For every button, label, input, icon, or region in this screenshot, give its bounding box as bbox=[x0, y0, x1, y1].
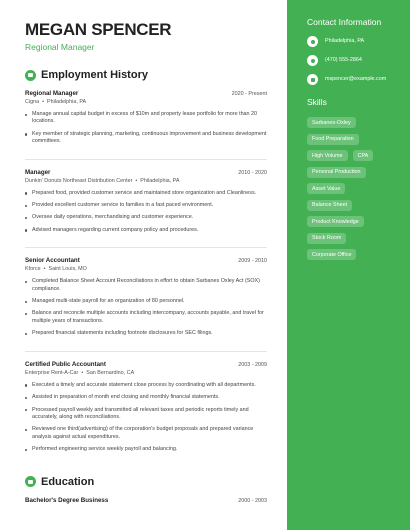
skill-tag: Sarbanes-Oxley bbox=[307, 117, 356, 128]
job-entry bbox=[25, 169, 267, 249]
job-entry bbox=[25, 90, 267, 160]
job-entry bbox=[25, 361, 267, 467]
job-bullet: Processed payroll weekly and transmitted all relevant taxes and periodic reports timely and accurately, along with reconciliations. bbox=[25, 407, 267, 422]
job-location: Philadelphia, PA bbox=[140, 177, 180, 184]
job-bullet: Balance and reconcile multiple accounts including intercompany, accounts payable, and travel for multiple years of transactions. bbox=[25, 310, 267, 325]
job-bullet: Managed multi-state payroll for an organization of 80 personnel. bbox=[25, 298, 267, 305]
job-bullets bbox=[25, 190, 267, 235]
job-date: 2010 - 2020 bbox=[238, 169, 267, 176]
education-entry bbox=[25, 497, 267, 504]
skill-tag: Corporate Office bbox=[307, 249, 356, 260]
job-organization bbox=[25, 99, 267, 105]
skills-list bbox=[307, 117, 398, 266]
skill-tag: High Volume bbox=[307, 150, 348, 161]
job-title: Regional Manager bbox=[25, 90, 79, 97]
candidate-role: Regional Manager bbox=[25, 42, 95, 52]
job-location: Saint Louis, MO bbox=[48, 266, 87, 273]
skill-tag: CPA bbox=[353, 150, 374, 161]
skills-section-title: Skills bbox=[307, 97, 327, 107]
job-company: Dunkin' Donuts Northeast Distribution Center bbox=[25, 177, 133, 184]
education-degree: Bachelor's Degree Business bbox=[25, 496, 109, 504]
location-icon bbox=[307, 36, 318, 47]
resume-sidebar bbox=[287, 0, 410, 530]
contact-item bbox=[307, 36, 398, 47]
job-bullet: Manage annual capital budget in excess of $10m and property lease portfolio for more than 20 locations. bbox=[25, 111, 267, 126]
skill-tag: Personal Production bbox=[307, 167, 366, 178]
separator-dot: • bbox=[81, 369, 84, 376]
job-company: Enterprise Rent-A-Car bbox=[25, 369, 79, 376]
separator-dot: • bbox=[42, 99, 44, 105]
job-location: Philadelphia, PA bbox=[46, 99, 87, 105]
skill-tag: Product Knowledge bbox=[307, 216, 364, 227]
candidate-name: MEGAN SPENCER bbox=[25, 20, 172, 39]
job-bullet: Prepared financial statements including footnote disclosures for SEC filings. bbox=[25, 330, 267, 337]
email-icon bbox=[307, 74, 318, 85]
job-bullets bbox=[25, 278, 267, 337]
job-bullet: Key member of strategic planning, marketing, continuous improvement and business development committees. bbox=[25, 131, 267, 146]
job-organization bbox=[25, 178, 267, 184]
job-company: Cigna bbox=[25, 99, 40, 105]
job-bullet: Executed a timely and accurate statement close process by coordinating with all departments. bbox=[25, 382, 267, 389]
job-bullets bbox=[25, 111, 267, 146]
briefcase-icon bbox=[25, 70, 36, 81]
contact-text: (470) 555-2864 bbox=[325, 57, 362, 63]
skill-row bbox=[307, 150, 378, 167]
job-bullets bbox=[25, 382, 267, 454]
graduation-cap-icon bbox=[25, 476, 36, 487]
contact-text[interactable]: mspencer@example.com bbox=[325, 76, 387, 82]
job-date: 2009 - 2010 bbox=[238, 258, 267, 265]
job-bullet: Prepared food, provided customer service and maintained store organization and Cleanliness. bbox=[25, 190, 267, 197]
job-company: Kforce bbox=[25, 266, 41, 273]
job-bullet: Completed Balance Sheet Account Reconciliations in effort to obtain Sarbanes Oxley Act (SOX) compliance. bbox=[25, 278, 267, 293]
separator-dot: • bbox=[135, 177, 138, 184]
contact-text: Philadelphia, PA bbox=[325, 38, 365, 44]
job-date: 2003 - 2009 bbox=[238, 361, 267, 368]
job-bullet: Advised managers regarding current company policy and procedures. bbox=[25, 227, 267, 234]
job-organization bbox=[25, 266, 267, 272]
contact-section-title: Contact Information bbox=[307, 17, 382, 27]
job-title: Manager bbox=[25, 168, 51, 176]
phone-icon bbox=[307, 55, 318, 66]
job-title: Senior Accountant bbox=[25, 257, 80, 265]
job-header bbox=[25, 361, 267, 368]
job-list bbox=[25, 90, 267, 467]
job-bullet: Oversee daily operations, merchandising and customer experience. bbox=[25, 214, 267, 221]
contact-list bbox=[307, 36, 398, 85]
separator-dot: • bbox=[43, 266, 46, 273]
job-bullet: Reviewed one third(advertising) of the corporation's budget proposals and prepared variance analysis against actual expenditures. bbox=[25, 426, 267, 441]
job-entry bbox=[25, 257, 267, 351]
job-bullet: Provided excellent customer service to families in a fast paced environment. bbox=[25, 202, 267, 209]
job-header bbox=[25, 90, 267, 97]
skill-tag: Balance Sheet bbox=[307, 200, 352, 211]
skill-tag: Asset Value bbox=[307, 183, 345, 194]
skill-tag: Stock Room bbox=[307, 233, 346, 244]
contact-item bbox=[307, 55, 398, 66]
education-section-title: Education bbox=[41, 475, 95, 488]
education-date: 2000 - 2003 bbox=[238, 497, 267, 504]
employment-section-header bbox=[25, 69, 267, 81]
education-section-header bbox=[25, 476, 267, 488]
job-header bbox=[25, 169, 267, 176]
employment-section-title: Employment History bbox=[41, 69, 148, 81]
contact-item bbox=[307, 74, 398, 85]
job-date: 2020 - Present bbox=[231, 91, 267, 97]
job-header bbox=[25, 257, 267, 264]
job-organization bbox=[25, 370, 267, 376]
job-bullet: Assisted in preparation of month end closing and monthly financial statements. bbox=[25, 394, 267, 401]
job-bullet: Performed engineering service weekly payroll and balancing. bbox=[25, 446, 267, 453]
job-title: Certified Public Accountant bbox=[25, 360, 106, 368]
job-location: San Bernardino, CA bbox=[86, 369, 135, 376]
skill-tag: Food Preparation bbox=[307, 134, 359, 145]
